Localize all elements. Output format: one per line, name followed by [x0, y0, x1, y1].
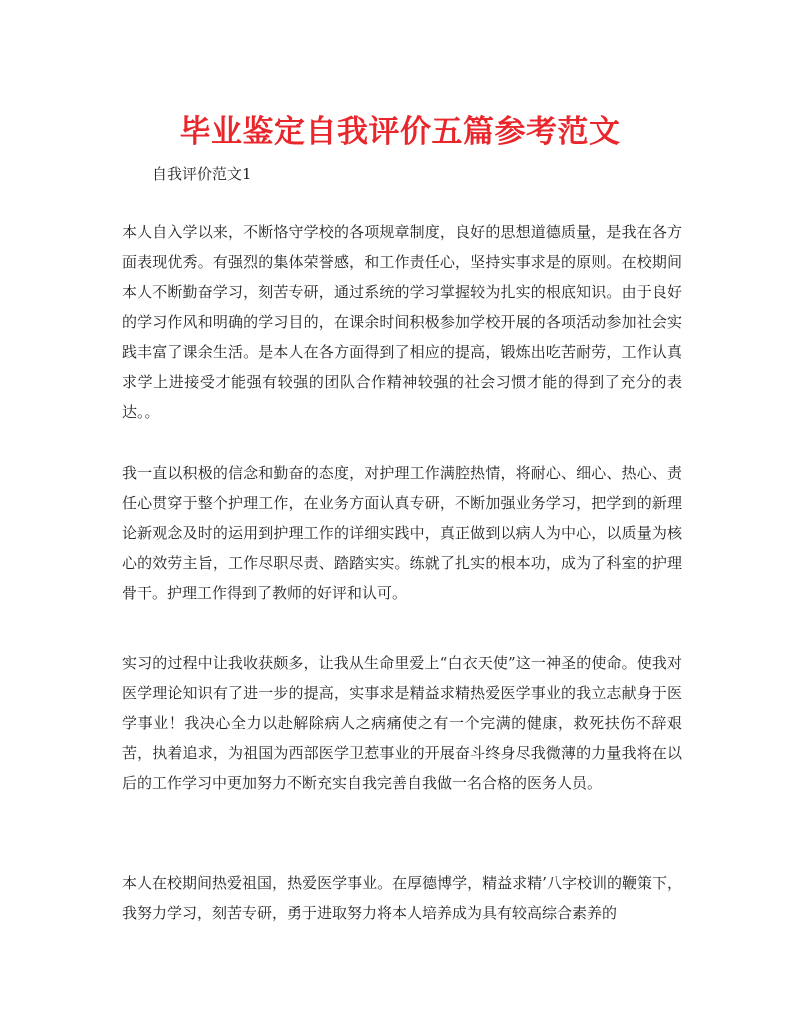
body-paragraph-1: 本人自入学以来，不断恪守学校的各项规章制度，良好的思想道德质量，是我在各方面表现优秀。有强烈的集体荣誉感，和工作责任心，坚持实事求是的原则。在校期间本人不断勤奋学习，刻苦专研，通过系统的学习掌握较为扎实的根底知识。由于良好的学习作风和明确的学习目的，在课余时间积极参加学校开展的各项活动参加社会实践丰富了课余生活。是本人在各方面得到了相应的提高，锻炼出吃苦耐劳，工作认真求学上进接受才能强有较强的团队合作精神较强的社会习惯才能的得到了充分的表达。。 [122, 223, 682, 421]
body-paragraph-4: 本人在校期间热爱祖国，热爱医学事业。在厚德博学，精益求精’八字校训的鞭策下，我努力学习，刻苦专研，勇于进取努力将本人培养成为具有较高综合素养的 [122, 874, 682, 922]
body-paragraph-2: 我一直以积极的信念和勤奋的态度，对护理工作满腔热情，将耐心、细心、热心、责任心贯穿于整个护理工作，在业务方面认真专研，不断加强业务学习，把学到的新理论新观念及时的运用到护理工作的详细实践中，真正做到以病人为中心，以质量为核心的效劳主旨，工作尽职尽责、踏踏实实。练就了扎实的根本功，成为了科室的护理骨干。护理工作得到了教师的好评和认可。 [122, 464, 682, 602]
document-title: 毕业鉴定自我评价五篇参考范文 [179, 114, 621, 150]
body-paragraph-3: 实习的过程中让我收获颇多，让我从生命里爱上“白衣天使”这一神圣的使命。使我对医学理论知识有了进一步的提高，实事求是精益求精热爱医学事业的我立志献身于医学事业！我决心全力以赴解除病人之病痛使之有一个完满的健康，救死扶伤不辞艰苦，执着追求，为祖国为西部医学卫惹事业的开展奋斗终身尽我微薄的力量我将在以后的工作学习中更加努力不断充实自我完善自我做一名合格的医务人员。 [122, 654, 682, 792]
section-subheading: 自我评价范文1 [152, 165, 252, 183]
